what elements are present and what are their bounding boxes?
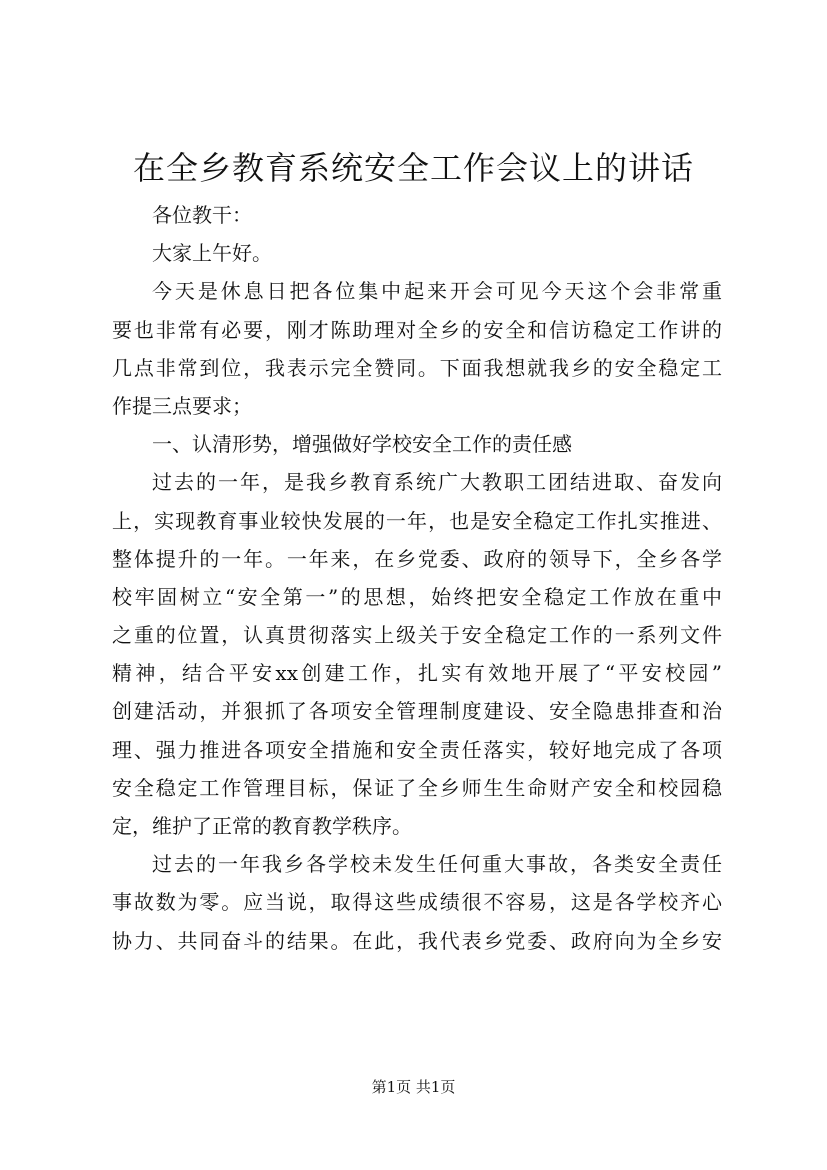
document-body (112, 196, 722, 960)
text-line: 创建活动，并狠抓了各项安全管理制度建设、安全隐患排查和治 (112, 699, 722, 724)
text-line: 过去的一年，是我乡教育系统广大教职工团结进取、奋发向 (152, 470, 722, 495)
text-line: 过去的一年我乡各学校未发生任何重大事故，各类安全责任 (152, 852, 722, 877)
text-line: 上，实现教育事业较快发展的一年，也是安全稳定工作扎实推进、 (112, 508, 722, 533)
text-line: 协力、共同奋斗的结果。在此，我代表乡党委、政府向为全乡安 (112, 928, 722, 953)
text-line: 一、认清形势，增强做好学校安全工作的责任感 (152, 432, 572, 457)
text-line: 事故数为零。应当说，取得这些成绩很不容易，这是各学校齐心 (112, 890, 722, 915)
text-line: 大家上午好。 (152, 241, 272, 266)
text-line: 各位教干： (152, 203, 252, 227)
text-line: 整体提升的一年。一年来，在乡党委、政府的领导下，全乡各学 (112, 546, 722, 571)
text-line: 今天是休息日把各位集中起来开会可见今天这个会非常重 (152, 279, 722, 304)
text-line: 精神，结合平安xx创建工作，扎实有效地开展了“平安校园” (112, 661, 722, 686)
text-line: 要也非常有必要，刚才陈助理对全乡的安全和信访稳定工作讲的 (112, 317, 722, 342)
text-line: 定，维护了正常的教育教学秩序。 (112, 814, 412, 838)
text-line: 几点非常到位，我表示完全赞同。下面我想就我乡的安全稳定工 (112, 355, 722, 380)
page-footer: 第1页 共1页 (371, 1078, 456, 1096)
text-line: 安全稳定工作管理目标，保证了全乡师生生命财产安全和校园稳 (112, 775, 722, 800)
text-line: 校牢固树立“安全第一”的思想，始终把安全稳定工作放在重中 (112, 584, 722, 609)
document-title: 在全乡教育系统安全工作会议上的讲话 (132, 149, 694, 187)
text-line: 作提三点要求； (112, 393, 252, 418)
text-line: 之重的位置，认真贯彻落实上级关于安全稳定工作的一系列文件 (112, 623, 722, 648)
text-line: 理、强力推进各项安全措施和安全责任落实，较好地完成了各项 (112, 737, 722, 762)
